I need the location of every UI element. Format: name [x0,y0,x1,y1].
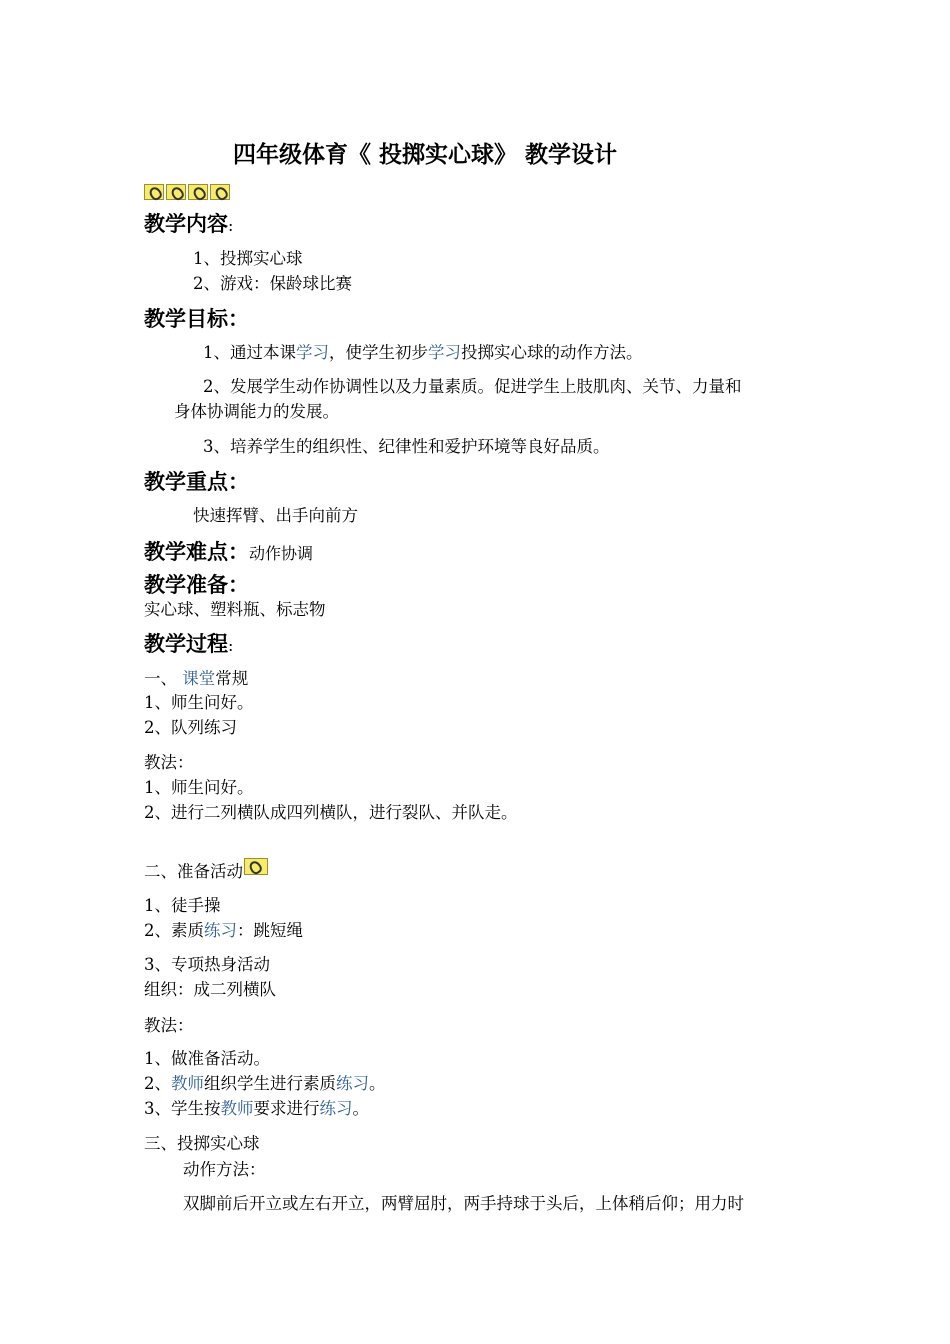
section-2-title [144,858,268,882]
item-text: 。 [352,1099,369,1118]
prep-text: 实心球、塑料瓶、标志物 [144,600,326,619]
key-heading: 教学重点： [144,470,249,494]
list-item: 2、进行二列横队成四列横队，进行裂队、并队走。 [144,803,518,822]
goal-item-2-line2: 身体协调能力的发展。 [174,402,339,421]
process-heading-text: 教学过程 [144,632,228,656]
goals-heading: 教学目标： [144,307,249,331]
item-text: ：跳短绳 [237,921,303,940]
content-item: 1、投掷实心球 [193,249,303,268]
item-text: 3、学生按 [144,1099,221,1118]
prep-heading: 教学准备： [144,573,249,597]
classroom-link[interactable]: 课堂 [182,669,216,688]
list-item: 1、师生问好。 [144,778,254,797]
practice-link[interactable]: 练习 [319,1099,353,1118]
process-heading [144,628,233,658]
item-text: 。 [369,1074,386,1093]
list-item: 3、专项热身活动 [144,955,270,974]
study-link[interactable]: 学习 [428,343,461,362]
goal-item-3: 3、培养学生的组织性、纪律性和爱护环境等良好品质。 [203,437,610,456]
decor-icon [244,858,268,875]
item-text: 2、 [144,1074,171,1093]
section-suffix: 常规 [215,669,249,688]
section-3-text: 双脚前后开立或左右开立，两臂屈肘，两手持球于头后，上体稍后仰；用力时 [183,1194,744,1213]
teacher-link[interactable]: 教师 [171,1074,204,1093]
section-1-title [144,665,248,689]
document-title: 四年级体育《 投掷实心球》 教学设计 [233,142,618,168]
decor-icon [188,184,208,200]
list-item [144,1070,386,1094]
difficulty-text: 动作协调 [249,544,314,563]
list-item: 1、徒手操 [144,896,221,915]
key-text: 快速挥臂、出手向前方 [193,506,358,525]
item-text: 2、素质 [144,921,204,940]
difficulty-heading-text: 教学难点： [144,540,249,564]
goal-text: 1、通过本课 [203,343,296,362]
decor-icon-row [144,184,230,200]
difficulty-heading [144,536,313,566]
practice-link[interactable]: 练习 [336,1074,369,1093]
goal-text: 投掷实心球的动作方法。 [461,343,643,362]
section-prefix: 一、 [144,669,183,688]
item-text: 组织学生进行素质 [204,1074,336,1093]
item-text: 要求进行 [253,1099,320,1118]
method-label: 教法： [144,1016,194,1035]
decor-icon [144,184,164,200]
content-item: 2、游戏：保龄球比赛 [193,274,352,293]
goal-item-2-line1: 2、发展学生动作协调性以及力量素质。促进学生上肢肌肉、关节、力量和 [203,377,742,396]
list-item [144,917,303,941]
list-item: 2、队列练习 [144,718,237,737]
study-link[interactable]: 学习 [296,343,329,362]
list-item [144,1095,369,1119]
decor-icon [166,184,186,200]
practice-link[interactable]: 练习 [204,921,237,940]
goal-item-1 [203,339,643,363]
method-label: 教法： [144,753,194,772]
goal-text: ，使学生初步 [329,343,428,362]
teacher-link[interactable]: 教师 [220,1099,254,1118]
decor-icon [210,184,230,200]
list-item: 1、师生问好。 [144,693,254,712]
content-heading [144,208,233,238]
organization-text: 组织：成二列横队 [144,980,276,999]
list-item: 1、做准备活动。 [144,1049,270,1068]
section-3-title: 三、投掷实心球 [144,1134,260,1153]
content-heading-colon: : [228,216,234,235]
section-2-text: 二、准备活动 [144,862,243,881]
content-heading-text: 教学内容 [144,212,228,236]
process-heading-colon: : [228,636,234,655]
section-3-subtitle: 动作方法： [183,1160,266,1179]
